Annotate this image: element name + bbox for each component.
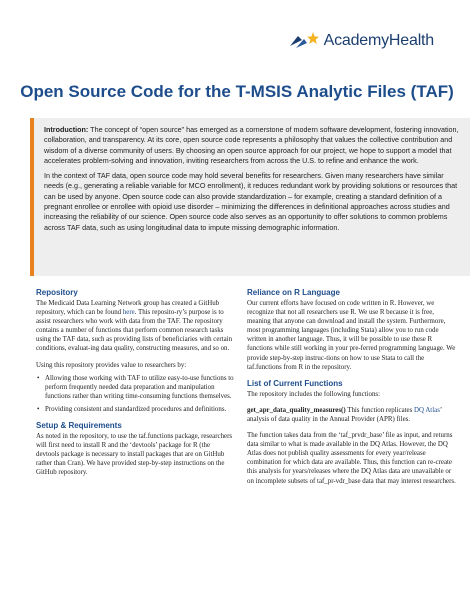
function-text-b: ’ analysis of data quality in the Annual Provider (APR) files. [247, 406, 442, 423]
brand-name: AcademyHealth [323, 32, 434, 49]
intro-paragraph-1 [44, 125, 460, 166]
academyhealth-logo-icon [288, 30, 320, 52]
reliance-text: Our current efforts have focused on code written in R. However, we recognize that not all researchers use R. We use R because it is free, meaning that anyone can download and install the system. Furthermore, most programming languages (including Stata) allow you to run code written in another language. Thus, it will be possible to use these R functions while still working in your pre-ferred programming language. We provide step-by-step instruc-tions on how to use Stata to call the taf.functions from R in the repository. [247, 300, 456, 371]
intro-text-1: The concept of “open source” has emerged as a cornerstone of modern software development, fostering innovation, collaboration, and transparency. At its core, open source code represents a philosophy that values the collective contribution and wisdom of a diverse community of users. By choosing an open source approach for our project, we hope to support a model that accelerates problem-solving and innovation, inviting researchers from across the U.S. to refine and enhance the work. [44, 125, 459, 165]
list-item: • Providing consistent and standardized procedures and definitions. [36, 405, 234, 414]
github-link[interactable]: here [122, 309, 135, 317]
repository-text-b: . This reposito-ry’s purpose is to assist researchers who work with data from the TAF. The repository contains a number of functions that perform common research tasks using the TAF data, such as providing lists of beneficiaries with certain conditions, evaluat-ing data quality, constructing measures, and so on. [36, 309, 233, 353]
functions-intro: The repository includes the following functions: [247, 390, 381, 398]
setup-heading: Setup & Requirements [36, 421, 122, 431]
repository-text-a: The Medicaid Data Learning Network group has created a GitHub repository, which can be found [36, 300, 220, 317]
values-list [36, 374, 234, 414]
left-column [36, 288, 234, 478]
values-intro: Using this repository provides value to researchers by: [36, 361, 187, 369]
setup-text: As noted in the repository, to use the taf.functions package, researchers will first need to install R and the ‘devtools’ package for R (the devtools package is necessary to install packages that are on GitHub rather than Cran). We have provided step-by-step instructions on the GitHub repository. [36, 433, 233, 477]
function-name: get_apr_data_quality_measures() [247, 406, 346, 414]
right-column [247, 288, 457, 486]
repository-heading: Repository [36, 288, 78, 297]
academyhealth-logo [288, 30, 434, 52]
introduction-box [30, 118, 470, 276]
function-entry [247, 406, 457, 424]
intro-lead: Introduction: [44, 125, 89, 134]
list-item: • Allowing those working with TAF to utilize easy-to-use functions to perform frequently needed data preparation and manipulation functions rather than writing time-consuming functions themselves. [36, 374, 234, 401]
repository-text [36, 299, 234, 354]
reliance-heading: Reliance on R Language [247, 288, 340, 297]
functions-heading: List of Current Functions [247, 378, 343, 388]
function-description: The function takes data from the ‘taf_prvdr_base’ file as input, and returns data similar to what is made available in the DQ Atlas. However, the DQ Atlas does not publish quality assessments for every year/release combination for which data are available. Thus, this function can re-create this analysis for years/releases where the DQ Atlas data are unavailable or on incomplete subsets of taf_pr-vdr_base data that may interest researchers. [247, 432, 456, 485]
function-text-a: This function replicates [345, 406, 415, 414]
dq-atlas-link[interactable]: DQ Atlas [414, 406, 440, 414]
intro-paragraph-2: In the context of TAF data, open source code may hold several benefits for researchers. Given many researchers have similar needs (e.g., generating a reliable variable for MCO enrollment), it reduces redundant work by providing solutions or resources that can be used by anyone. Open source code can also provide standardization – for example, creating a standard definition of a pregnant enrollee or enrollee with opioid use disorder – minimizing the differences in definitional approaches across studies and increasing the reliability of our science. Open source code also serves as an opportunity to offer solutions to common problems across TAF data, such as using longitudinal data to impute missing demographic information. [44, 171, 458, 232]
page-title: Open Source Code for the T-MSIS Analytic Files (TAF) [20, 82, 454, 101]
